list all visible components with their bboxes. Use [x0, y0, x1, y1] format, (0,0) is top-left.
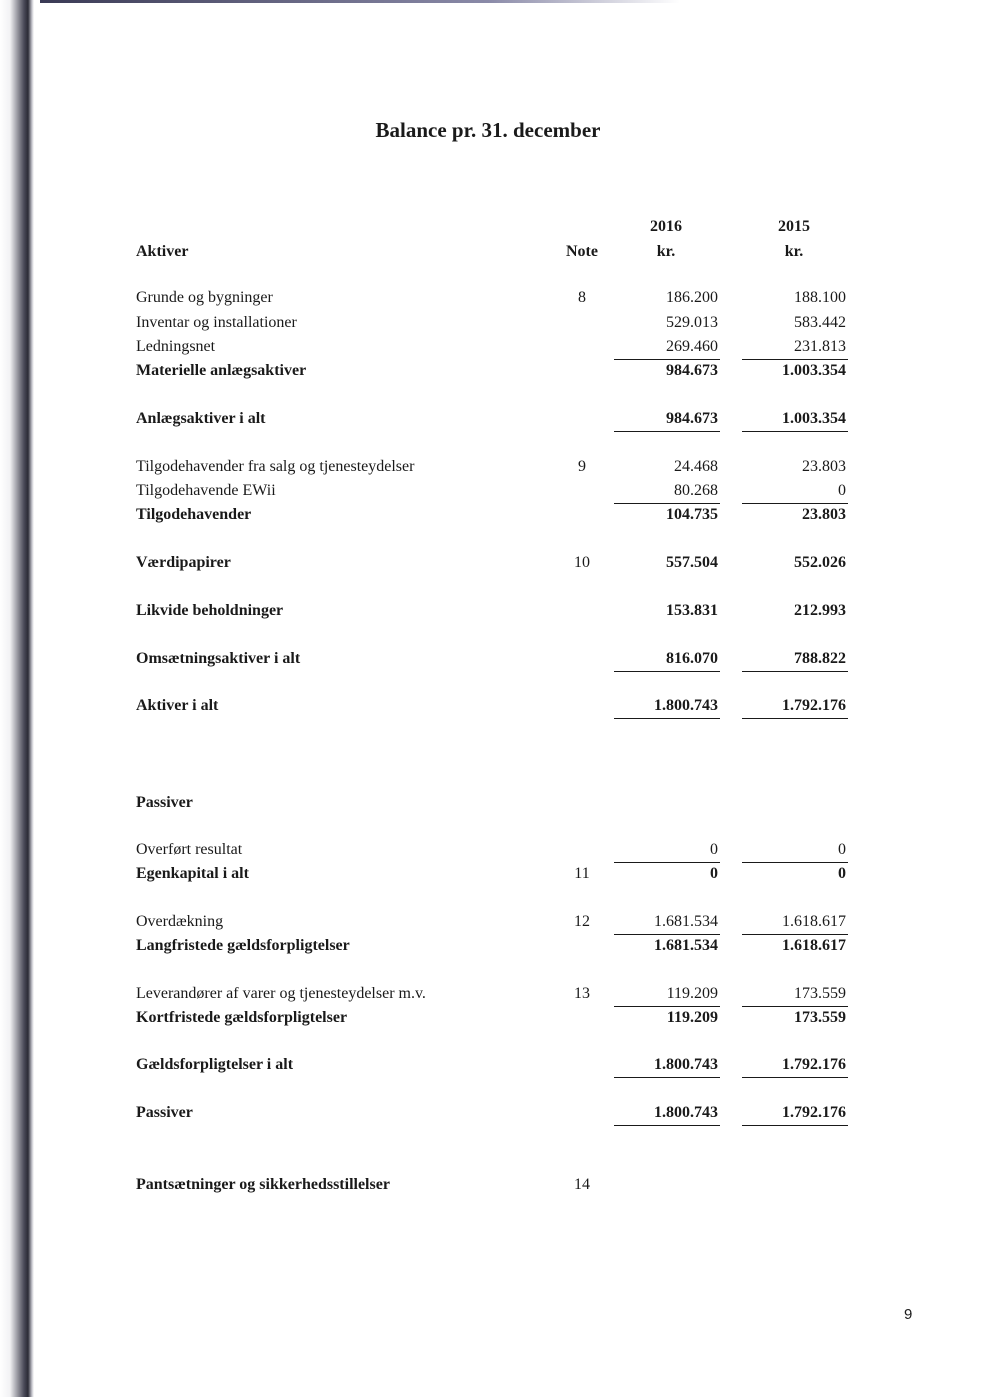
row-note: 10	[574, 554, 590, 571]
row-label: Langfristede gældsforpligtelser	[136, 937, 350, 954]
row-note: 14	[574, 1176, 590, 1193]
unit-header-row	[0, 243, 1000, 267]
grand-total-rule	[742, 1125, 848, 1126]
row-egenkapital	[0, 865, 1000, 889]
total-rule	[614, 431, 720, 432]
grand-total-rule	[614, 1125, 720, 1126]
row-anlaeg-ialt	[0, 410, 1000, 434]
value-2015: 583.442	[794, 314, 846, 331]
row-tilgode-ewii	[0, 482, 1000, 506]
row-overfoert	[0, 841, 1000, 865]
value-2016: 119.209	[666, 1009, 718, 1026]
value-2016: 984.673	[666, 410, 718, 427]
year-header-row	[0, 218, 1000, 242]
value-2016: 984.673	[666, 362, 718, 379]
row-label: Aktiver i alt	[136, 697, 219, 714]
value-2015: 1.618.617	[782, 913, 846, 930]
passiver-heading: Passiver	[136, 794, 193, 811]
row-label: Overdækning	[136, 913, 224, 930]
value-2015: 23.803	[802, 506, 846, 523]
total-rule	[614, 1077, 720, 1078]
value-2015: 1.618.617	[782, 937, 846, 954]
row-tilgode-salg	[0, 458, 1000, 482]
row-aktiver-ialt	[0, 697, 1000, 721]
value-2016: 1.681.534	[654, 937, 718, 954]
value-2015: 23.803	[802, 458, 846, 475]
unit-2015: kr.	[784, 243, 804, 260]
total-rule	[614, 671, 720, 672]
value-2016: 186.200	[666, 289, 718, 306]
row-label: Tilgodehavende EWii	[136, 482, 276, 499]
row-likvide	[0, 602, 1000, 626]
row-label: Leverandører af varer og tjenesteydelser m.v.	[136, 985, 426, 1002]
value-2016: 24.468	[674, 458, 718, 475]
subtotal-rule	[614, 359, 720, 360]
row-kortfristede	[0, 1009, 1000, 1033]
year-2015: 2015	[778, 218, 810, 235]
passiver-heading-row	[0, 794, 1000, 818]
value-2015: 1.003.354	[782, 362, 846, 379]
subtotal-rule	[614, 1006, 720, 1007]
row-grunde	[0, 289, 1000, 313]
year-2016: 2016	[650, 218, 682, 235]
value-2015: 1.792.176	[782, 697, 846, 714]
value-2015: 173.559	[794, 1009, 846, 1026]
value-2015: 173.559	[794, 985, 846, 1002]
value-2016: 1.800.743	[654, 1056, 718, 1073]
row-label: Overført resultat	[136, 841, 243, 858]
subtotal-rule	[742, 359, 848, 360]
row-label: Likvide beholdninger	[136, 602, 284, 619]
row-label: Tilgodehavender fra salg og tjenesteydelser	[136, 458, 415, 475]
total-rule	[742, 671, 848, 672]
subtotal-rule	[742, 862, 848, 863]
value-2015: 1.792.176	[782, 1104, 846, 1121]
row-label: Inventar og installationer	[136, 314, 297, 331]
value-2015: 188.100	[794, 289, 846, 306]
value-2016: 0	[710, 841, 718, 858]
unit-2016: kr.	[656, 243, 676, 260]
subtotal-rule	[614, 862, 720, 863]
row-ledningsnet	[0, 338, 1000, 362]
value-2016: 153.831	[666, 602, 718, 619]
grand-total-rule	[742, 718, 848, 719]
row-inventar	[0, 314, 1000, 338]
row-passiver-total	[0, 1104, 1000, 1128]
row-vaerdipapirer	[0, 554, 1000, 578]
value-2015: 552.026	[794, 554, 846, 571]
value-2016: 529.013	[666, 314, 718, 331]
row-note: 11	[574, 865, 590, 882]
page-number: 9	[904, 1306, 913, 1323]
row-note: 12	[574, 913, 590, 930]
subtotal-rule	[614, 503, 720, 504]
row-label: Gældsforpligtelser i alt	[136, 1056, 294, 1073]
value-2015: 1.792.176	[782, 1056, 846, 1073]
total-rule	[742, 1077, 848, 1078]
total-rule	[742, 431, 848, 432]
note-header: Note	[566, 243, 598, 260]
value-2016: 1.681.534	[654, 913, 718, 930]
value-2016: 80.268	[674, 482, 718, 499]
row-note: 9	[578, 458, 586, 475]
row-tilgodehavender	[0, 506, 1000, 530]
value-2015: 0	[838, 865, 846, 882]
row-pant	[0, 1176, 1000, 1200]
row-label: Tilgodehavender	[136, 506, 252, 523]
row-materielle	[0, 362, 1000, 386]
subtotal-rule	[614, 934, 720, 935]
row-leverandoerer	[0, 985, 1000, 1009]
value-2016: 557.504	[666, 554, 718, 571]
value-2016: 816.070	[666, 650, 718, 667]
row-label: Omsætningsaktiver i alt	[136, 650, 301, 667]
row-label: Pantsætninger og sikkerhedsstillelser	[136, 1176, 390, 1193]
row-label: Anlægsaktiver i alt	[136, 410, 266, 427]
subtotal-rule	[742, 934, 848, 935]
row-label: Ledningsnet	[136, 338, 216, 355]
aktiver-heading: Aktiver	[136, 243, 189, 260]
value-2016: 0	[710, 865, 718, 882]
subtotal-rule	[742, 1006, 848, 1007]
value-2016: 269.460	[666, 338, 718, 355]
row-overdaekning	[0, 913, 1000, 937]
row-label: Egenkapital i alt	[136, 865, 249, 882]
row-note: 8	[578, 289, 586, 306]
value-2016: 119.209	[666, 985, 718, 1002]
row-omsaetning-ialt	[0, 650, 1000, 674]
row-gaeld-ialt	[0, 1056, 1000, 1080]
row-label: Værdipapirer	[136, 554, 231, 571]
value-2016: 104.735	[666, 506, 718, 523]
subtotal-rule	[742, 503, 848, 504]
value-2015: 0	[838, 482, 846, 499]
row-label: Grunde og bygninger	[136, 289, 273, 306]
row-note: 13	[574, 985, 590, 1002]
row-label: Passiver	[136, 1104, 193, 1121]
value-2015: 788.822	[794, 650, 846, 667]
value-2015: 1.003.354	[782, 410, 846, 427]
row-label: Materielle anlægsaktiver	[136, 362, 307, 379]
scan-top-edge	[40, 0, 680, 3]
value-2015: 231.813	[794, 338, 846, 355]
grand-total-rule	[614, 718, 720, 719]
value-2016: 1.800.743	[654, 697, 718, 714]
value-2015: 0	[838, 841, 846, 858]
row-langfristede	[0, 937, 1000, 961]
row-label: Kortfristede gældsforpligtelser	[136, 1009, 348, 1026]
value-2016: 1.800.743	[654, 1104, 718, 1121]
page-title: Balance pr. 31. december	[375, 118, 601, 142]
value-2015: 212.993	[794, 602, 846, 619]
